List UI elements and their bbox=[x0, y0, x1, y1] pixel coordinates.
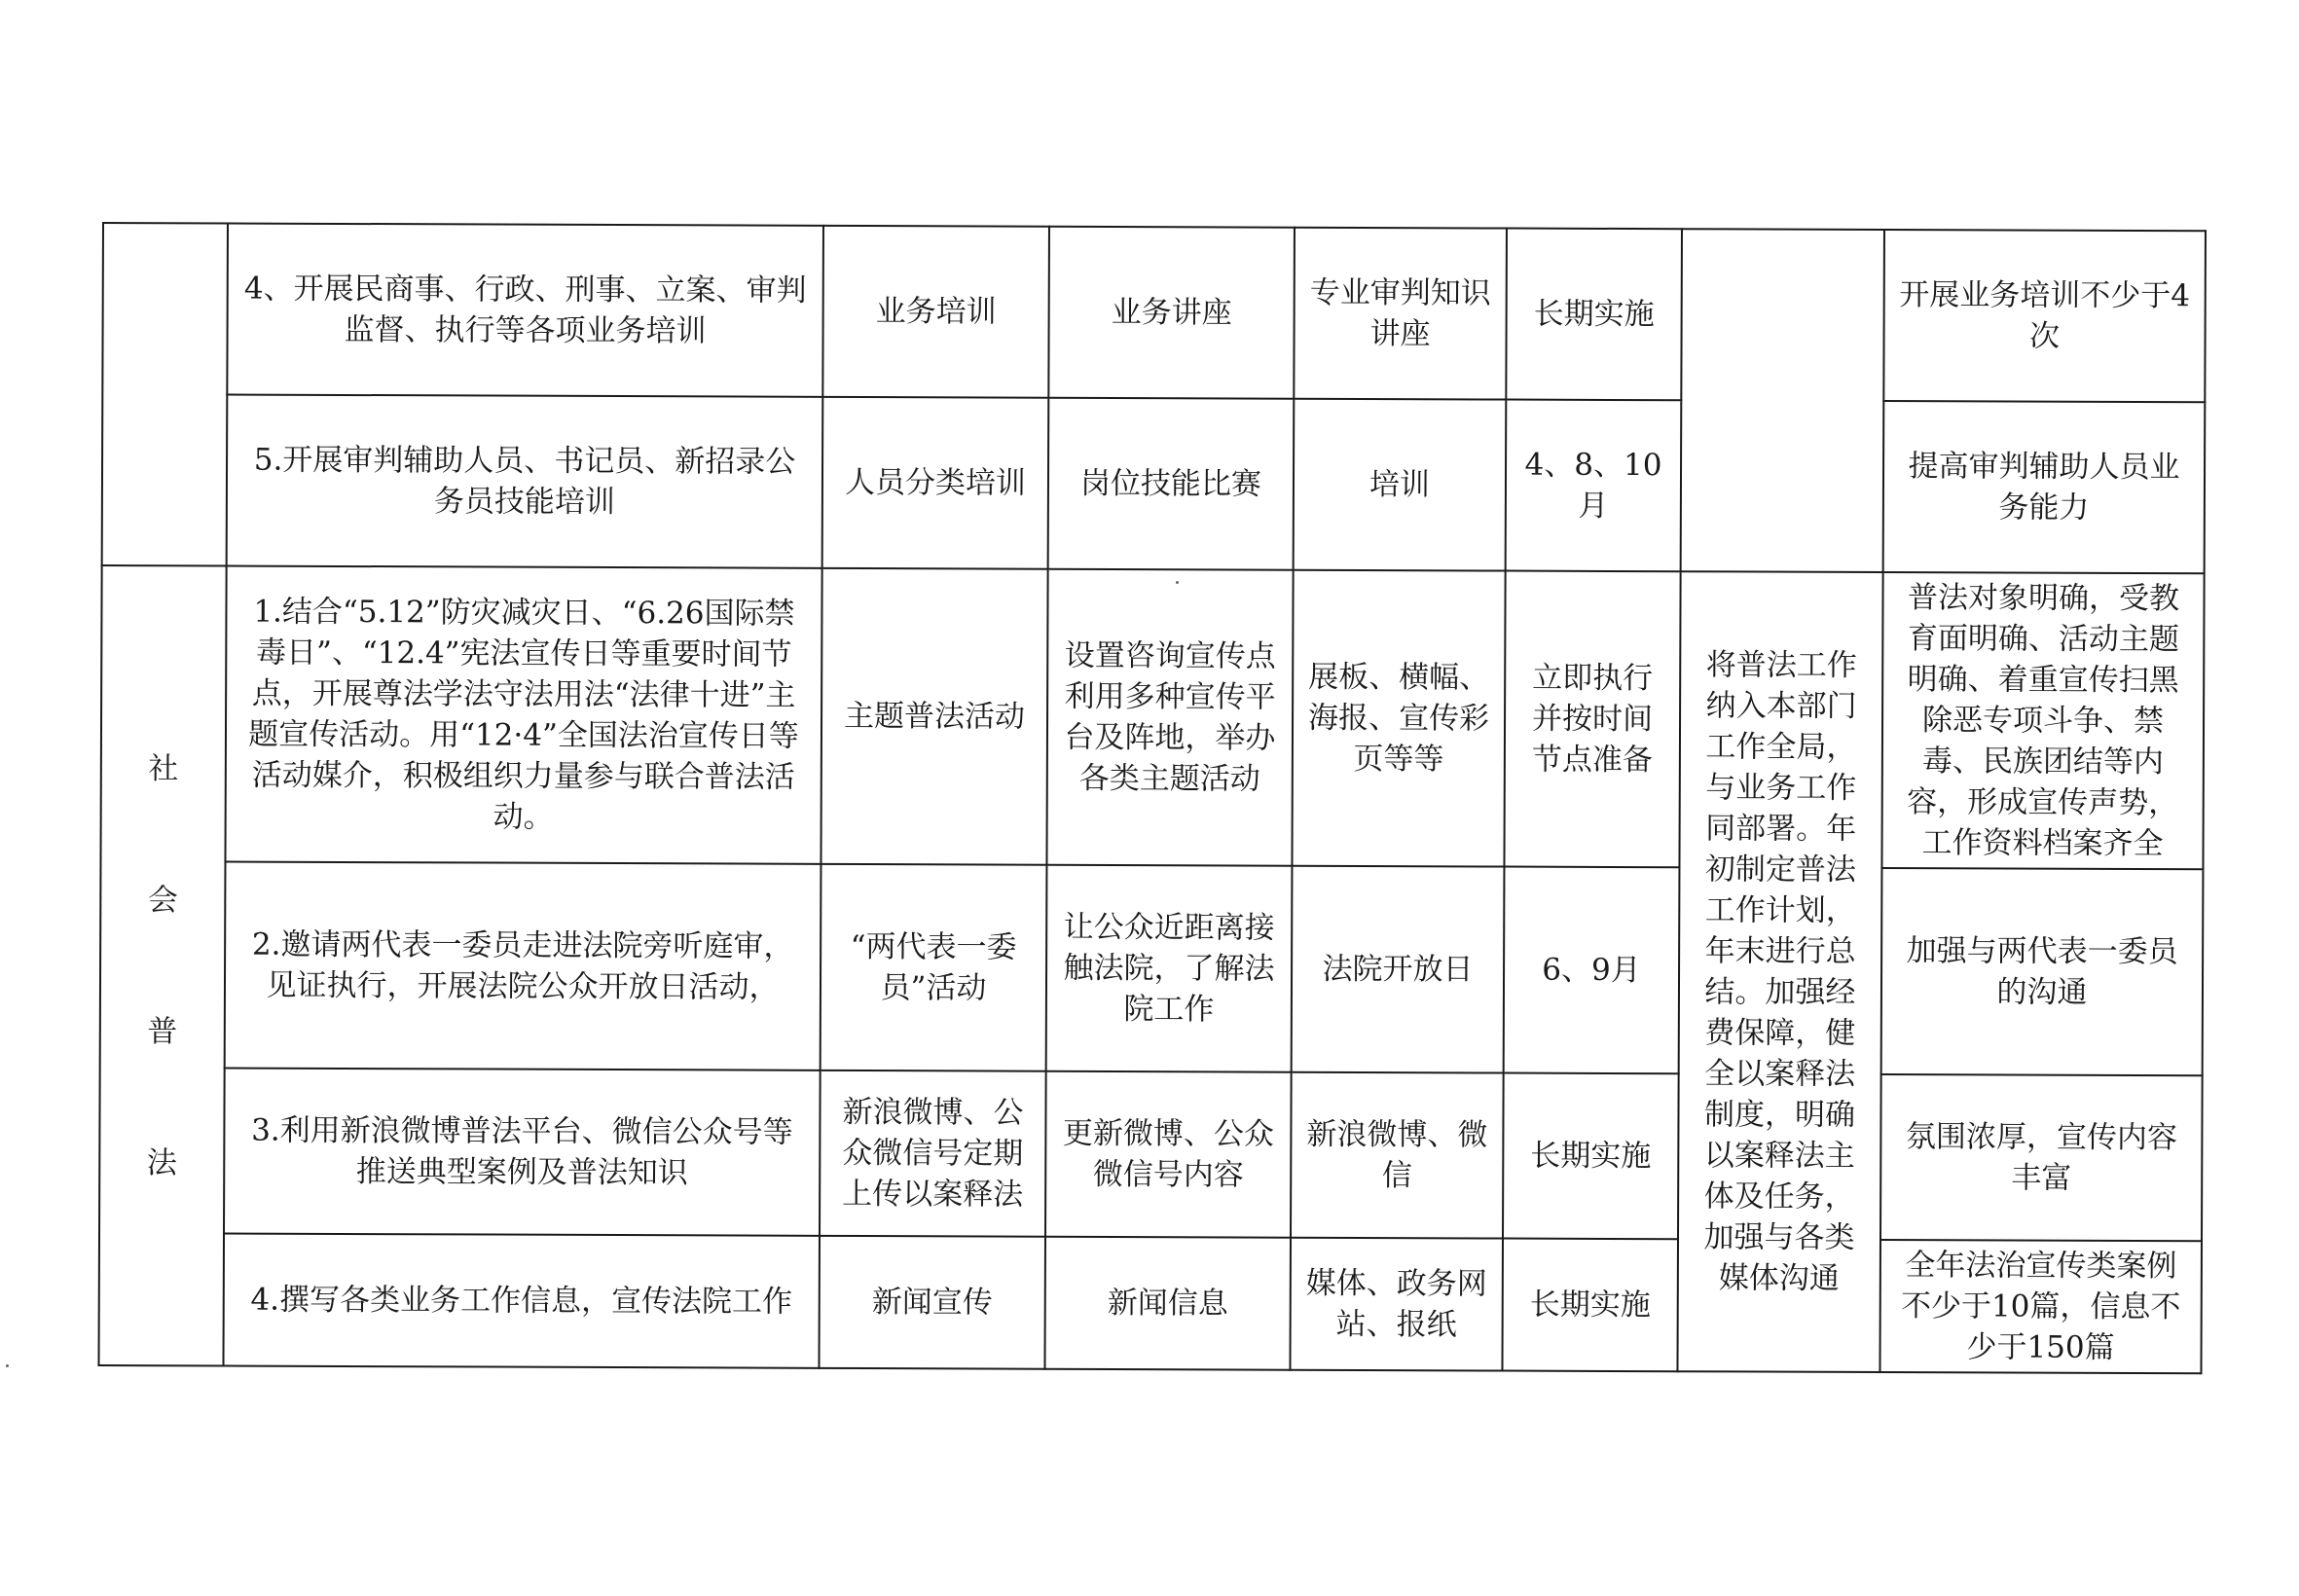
method-cell: 更新微博、公众微信号内容 bbox=[1045, 1071, 1292, 1238]
table-row bbox=[99, 1068, 2203, 1241]
table-row bbox=[102, 394, 2206, 573]
time-cell: 4、8、10月 bbox=[1506, 400, 1682, 572]
work-plan-table bbox=[97, 222, 2206, 1374]
method-cell: 让公众近距离接触法院，了解法院工作 bbox=[1046, 865, 1293, 1072]
table-row bbox=[102, 223, 2206, 402]
time-cell: 长期实施 bbox=[1503, 1073, 1679, 1240]
carrier-cell: 媒体、政务网站、报纸 bbox=[1290, 1238, 1503, 1371]
method-cell: 设置咨询宣传点利用多种宣传平台及阵地，举办各类主题活动 bbox=[1046, 569, 1293, 866]
table-row bbox=[100, 565, 2204, 869]
task-cell: 1.结合“5.12”防灾减灾日、“6.26国际禁毒日”、“12.4”宪法宣传日等重要时间节点，开展尊法学法守法用法“法律十进”主题宣传活动。用“12·4”全国法治宣传日等活动媒介，积极组织力量参与联合普法活动。 bbox=[225, 565, 821, 863]
task-cell: 5.开展审判辅助人员、书记员、新招录公务员技能培训 bbox=[227, 394, 823, 567]
form-cell: “两代表一委员”活动 bbox=[821, 864, 1047, 1071]
time-cell: 立即执行并按时间节点准备 bbox=[1504, 571, 1680, 868]
form-cell: 新闻宣传 bbox=[819, 1236, 1045, 1369]
task-cell: 2.邀请两代表一委员走进法院旁听庭审，见证执行，开展法院公众开放日活动， bbox=[225, 861, 821, 1070]
form-cell: 新浪微博、公众微信号定期上传以案释法 bbox=[820, 1070, 1046, 1237]
blank-section-cell bbox=[102, 223, 228, 565]
method-cell: 岗位技能比赛 bbox=[1048, 398, 1295, 570]
goal-cell: 开展业务培训不少于4次 bbox=[1883, 230, 2206, 402]
form-cell: 业务培训 bbox=[822, 226, 1049, 398]
carrier-cell: 展板、横幅、海报、宣传彩页等等 bbox=[1292, 570, 1505, 867]
time-cell: 长期实施 bbox=[1502, 1239, 1678, 1372]
method-cell: 业务讲座 bbox=[1048, 227, 1295, 399]
scan-speck bbox=[1176, 581, 1179, 584]
section-char: 法 bbox=[146, 1144, 177, 1180]
carrier-cell: 专业审判知识讲座 bbox=[1294, 228, 1507, 400]
task-cell: 3.利用新浪微博普法平台、微信公众号等推送典型案例及普法知识 bbox=[224, 1068, 821, 1235]
task-cell: 4、开展民商事、行政、刑事、立案、审判监督、执行等各项业务培训 bbox=[227, 223, 823, 396]
section-char: 会 bbox=[147, 882, 178, 918]
goal-cell: 加强与两代表一委员的沟通 bbox=[1881, 868, 2204, 1075]
carrier-cell: 新浪微博、微信 bbox=[1291, 1072, 1504, 1239]
goal-cell: 提高审判辅助人员业务能力 bbox=[1883, 401, 2206, 573]
section-label-cell bbox=[98, 565, 226, 1365]
task-cell: 4.撰写各类业务工作信息，宣传法院工作 bbox=[223, 1233, 820, 1367]
scan-speck bbox=[6, 1364, 9, 1367]
form-cell: 人员分类培训 bbox=[822, 397, 1049, 569]
section-char: 社 bbox=[148, 750, 179, 786]
section-label bbox=[112, 703, 213, 1228]
table-row bbox=[100, 861, 2204, 1075]
goal-cell: 氛围浓厚，宣传内容丰富 bbox=[1880, 1074, 2203, 1241]
goal-cell: 普法对象明确，受教育面明确、活动主题明确、着重宣传扫黑除恶专项斗争、禁毒、民族团结等内容，形成宣传声势，工作资料档案齐全 bbox=[1881, 572, 2204, 869]
time-cell: 6、9月 bbox=[1504, 867, 1680, 1074]
section-char: 普 bbox=[147, 1013, 178, 1049]
method-cell: 新闻信息 bbox=[1044, 1237, 1291, 1370]
form-cell: 主题普法活动 bbox=[821, 568, 1047, 865]
goal-cell: 全年法治宣传类案例不少于10篇，信息不少于150篇 bbox=[1879, 1240, 2202, 1373]
carrier-cell: 法院开放日 bbox=[1292, 866, 1505, 1073]
table-row bbox=[98, 1233, 2202, 1373]
merged-measure-cell: 将普法工作纳入本部门工作全局，与业务工作同部署。年初制定普法工作计划，年末进行总结。加强经费保障，健全以案释法制度，明确以案释法主体及任务，加强与各类媒体沟通 bbox=[1677, 571, 1882, 1372]
carrier-cell: 培训 bbox=[1294, 399, 1507, 571]
time-cell: 长期实施 bbox=[1506, 229, 1682, 401]
blank-measure-cell bbox=[1681, 229, 1884, 572]
